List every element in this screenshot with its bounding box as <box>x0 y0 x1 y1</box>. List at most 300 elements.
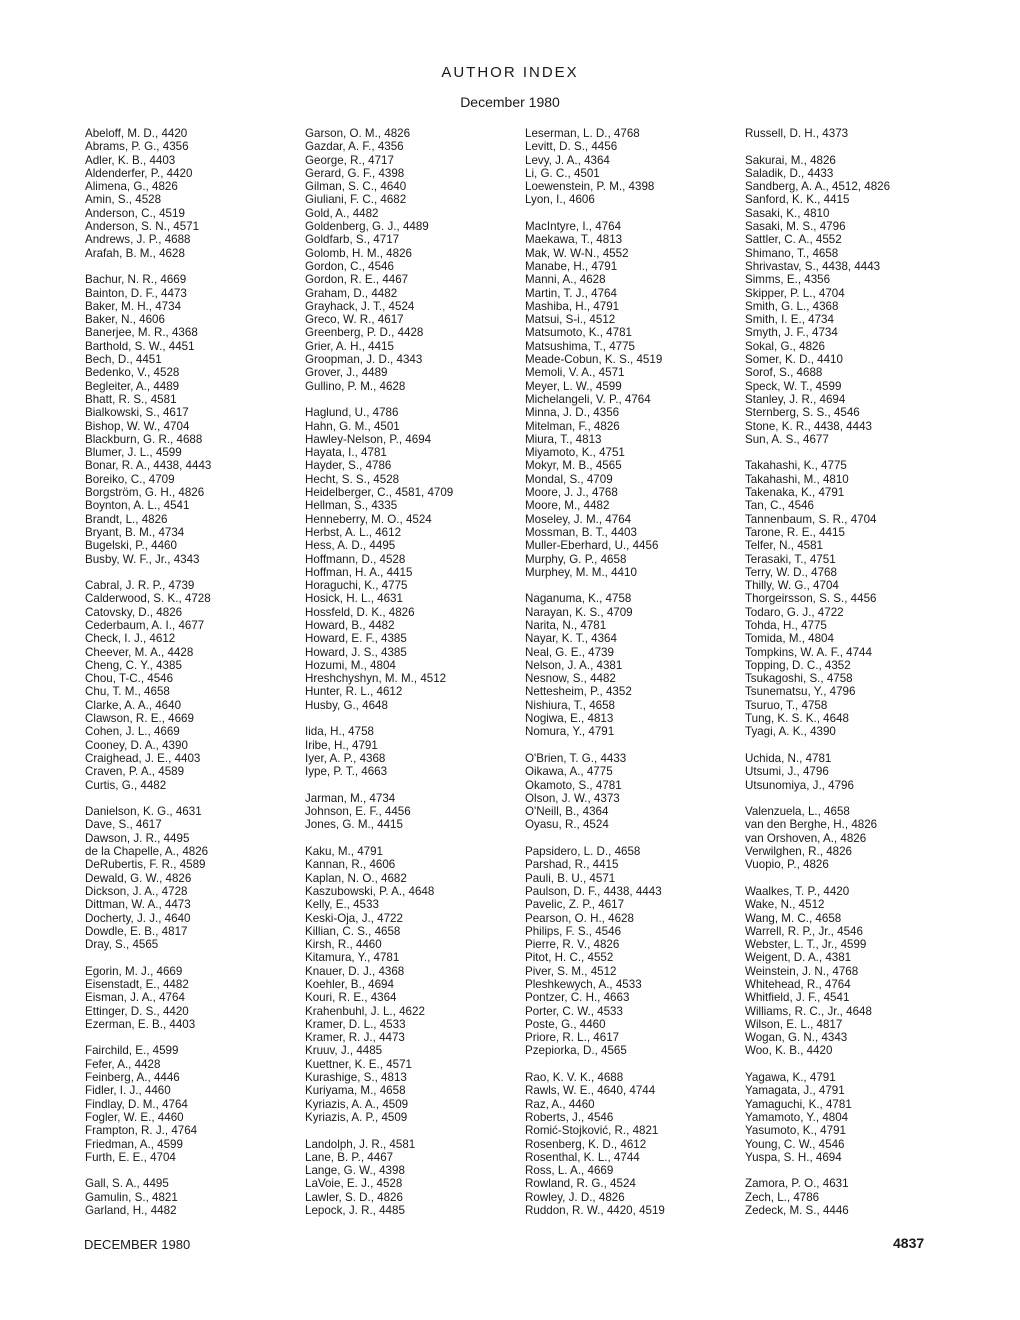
index-entry: Yagawa, K., 4791 <box>745 1071 836 1085</box>
index-entry: Lawler, S. D., 4826 <box>305 1190 403 1204</box>
index-entry: Graham, D., 4482 <box>305 286 398 300</box>
index-entry: Banerjee, M. R., 4368 <box>85 326 198 340</box>
index-entry: Vuopio, P., 4826 <box>745 858 829 872</box>
index-entry: Alimena, G., 4826 <box>85 180 178 194</box>
index-entry: Yamagata, J., 4791 <box>745 1084 845 1098</box>
index-entry: Saladik, D., 4433 <box>745 166 834 180</box>
index-entry: Kelly, E., 4533 <box>305 898 379 912</box>
index-entry: Terry, W. D., 4768 <box>745 565 837 579</box>
index-entry: Kyriazis, A. A., 4509 <box>305 1097 409 1111</box>
index-entry: Minna, J. D., 4356 <box>525 406 620 420</box>
index-entry: Maekawa, T., 4813 <box>525 233 623 247</box>
index-entry: Thilly, W. G., 4704 <box>745 579 839 593</box>
page-title: AUTHOR INDEX <box>441 64 579 81</box>
index-entry: Hreshchyshyn, M. M., 4512 <box>305 672 447 686</box>
index-entry: Friedman, A., 4599 <box>85 1137 183 1151</box>
index-entry: Papsidero, L. D., 4658 <box>525 845 641 859</box>
index-entry: Yamaguchi, K., 4781 <box>745 1097 852 1111</box>
index-entry: Olson, J. W., 4373 <box>525 791 620 805</box>
index-entry: Catovsky, D., 4826 <box>85 605 183 619</box>
letter-group-gap <box>305 832 537 845</box>
letter-group-gap <box>85 260 317 273</box>
index-entry: Matsushima, T., 4775 <box>525 339 635 353</box>
index-entry: Bishop, W. W., 4704 <box>85 419 190 433</box>
letter-group-gap <box>85 1031 317 1044</box>
index-entry: Danielson, K. G., 4631 <box>85 805 202 819</box>
index-entry: Raz, A., 4460 <box>525 1097 595 1111</box>
index-entry: Kaku, M., 4791 <box>305 845 383 859</box>
index-entry: Pearson, O. H., 4628 <box>525 911 634 925</box>
index-entry: DeRubertis, F. R., 4589 <box>85 858 206 872</box>
index-entry: Pierre, R. V., 4826 <box>525 938 620 952</box>
index-entry: Amin, S., 4528 <box>85 193 162 207</box>
index-entry: Mondal, S., 4709 <box>525 472 613 486</box>
letter-group-gap <box>85 792 317 805</box>
index-entry: Blackburn, G. R., 4688 <box>85 432 203 446</box>
index-entry: Moseley, J. M., 4764 <box>525 512 632 526</box>
index-entry: Hunter, R. L., 4612 <box>305 685 403 699</box>
index-entry: Knauer, D. J., 4368 <box>305 964 405 978</box>
index-entry: Naganuma, K., 4758 <box>525 592 632 606</box>
index-entry: O'Brien, T. G., 4433 <box>525 751 627 765</box>
index-entry: Furth, E. E., 4704 <box>85 1150 176 1164</box>
index-entry: Hosick, H. L., 4631 <box>305 592 403 606</box>
index-entry: Yuspa, S. H., 4694 <box>745 1150 842 1164</box>
index-entry: Cooney, D. A., 4390 <box>85 738 188 752</box>
index-entry: Anderson, C., 4519 <box>85 206 185 220</box>
index-entry: Gilman, S. C., 4640 <box>305 180 407 194</box>
index-entry: Grayhack, J. T., 4524 <box>305 299 415 313</box>
letter-group-gap <box>525 739 757 752</box>
index-entry: Ettinger, D. S., 4420 <box>85 1004 189 1018</box>
index-entry: Tohda, H., 4775 <box>745 618 827 632</box>
index-entry: Tyagi, A. K., 4390 <box>745 725 836 739</box>
index-entry: Waalkes, T. P., 4420 <box>745 884 850 898</box>
index-entry: Takahashi, K., 4775 <box>745 459 847 473</box>
index-entry: Hecht, S. S., 4528 <box>305 472 400 486</box>
letter-group-gap <box>745 1058 977 1071</box>
index-entry: Pontzer, C. H., 4663 <box>525 991 630 1005</box>
index-entry: Miura, T., 4813 <box>525 432 602 446</box>
index-entry: Hoffmann, D., 4528 <box>305 552 406 566</box>
index-entry: Sorof, S., 4688 <box>745 366 823 380</box>
index-entry: Grier, A. H., 4415 <box>305 339 394 353</box>
index-entry: Stanley, J. R., 4694 <box>745 392 846 406</box>
index-entry: Haglund, U., 4786 <box>305 406 399 420</box>
index-entry: Sattler, C. A., 4552 <box>745 233 842 247</box>
index-entry: Moore, M., 4482 <box>525 499 610 513</box>
index-entry: Skipper, P. L., 4704 <box>745 286 845 300</box>
index-entry: Warrell, R. P., Jr., 4546 <box>745 924 863 938</box>
index-entry: Borgström, G. H., 4826 <box>85 486 205 500</box>
index-entry: Neal, G. E., 4739 <box>525 645 614 659</box>
index-entry: Romić-Stojković, R., 4821 <box>525 1124 659 1138</box>
index-entry: Koehler, B., 4694 <box>305 978 394 991</box>
index-entry: Kouri, R. E., 4364 <box>305 991 397 1005</box>
index-entry: Kitamura, Y., 4781 <box>305 951 400 965</box>
index-column-1 <box>85 127 317 1217</box>
index-entry: Russell, D. H., 4373 <box>745 127 849 140</box>
index-entry: Garland, H., 4482 <box>85 1204 177 1218</box>
index-entry: Dave, S., 4617 <box>85 818 162 832</box>
index-entry: Nettesheim, P., 4352 <box>525 685 632 699</box>
index-entry: Mitelman, F., 4826 <box>525 419 620 433</box>
index-entry: Baker, M. H., 4734 <box>85 299 182 313</box>
letter-group-gap <box>745 446 977 459</box>
index-entry: Verwilghen, R., 4826 <box>745 845 852 859</box>
index-entry: Rosenthal, K. L., 4744 <box>525 1150 640 1164</box>
index-entry: Howard, B., 4482 <box>305 618 395 632</box>
letter-group-gap <box>85 566 317 579</box>
index-entry: Young, C. W., 4546 <box>745 1137 845 1151</box>
index-entry: George, R., 4717 <box>305 153 394 167</box>
index-entry: Tomida, M., 4804 <box>745 632 834 646</box>
index-entry: Whitehead, R., 4764 <box>745 978 851 991</box>
index-entry: Wilson, E. L., 4817 <box>745 1017 843 1031</box>
index-entry: Whitfield, J. F., 4541 <box>745 991 850 1005</box>
index-entry: Busby, W. F., Jr., 4343 <box>85 552 200 566</box>
page-subtitle: December 1980 <box>460 94 560 110</box>
index-entry: Sandberg, A. A., 4512, 4826 <box>745 180 891 194</box>
index-entry: Garson, O. M., 4826 <box>305 127 411 140</box>
index-entry: Eisenstadt, E., 4482 <box>85 978 189 991</box>
index-entry: Nishiura, T., 4658 <box>525 698 616 712</box>
index-entry: Iype, P. T., 4663 <box>305 765 388 779</box>
index-entry: Hossfeld, D. K., 4826 <box>305 605 415 619</box>
index-entry: Matsumoto, K., 4781 <box>525 326 632 340</box>
index-entry: Webster, L. T., Jr., 4599 <box>745 938 867 952</box>
index-entry: Zedeck, M. S., 4446 <box>745 1204 849 1218</box>
index-entry: Abeloff, M. D., 4420 <box>85 127 188 140</box>
index-column-3 <box>525 127 757 1217</box>
index-entry: Telfer, N., 4581 <box>745 539 823 553</box>
index-entry: Takahashi, M., 4810 <box>745 472 849 486</box>
index-entry: Sasaki, M. S., 4796 <box>745 220 846 234</box>
index-entry: Curtis, G., 4482 <box>85 778 167 792</box>
index-entry: Shrivastav, S., 4438, 4443 <box>745 259 881 273</box>
index-entry: Kyriazis, A. P., 4509 <box>305 1110 408 1124</box>
index-entry: Chou, T-C., 4546 <box>85 672 174 686</box>
index-entry: Woo, K. B., 4420 <box>745 1044 833 1058</box>
letter-group-gap <box>305 1124 537 1137</box>
index-entry: Smith, I. E., 4734 <box>745 313 834 327</box>
letter-group-gap <box>525 207 757 220</box>
index-entry: Herbst, A. L., 4612 <box>305 525 402 539</box>
index-entry: Ruddon, R. W., 4420, 4519 <box>525 1204 665 1218</box>
index-entry: Meyer, L. W., 4599 <box>525 379 622 393</box>
index-entry: Nesnow, S., 4482 <box>525 672 616 686</box>
index-entry: Blumer, J. L., 4599 <box>85 446 182 460</box>
letter-group-gap <box>745 739 977 752</box>
index-entry: Cheever, M. A., 4428 <box>85 645 194 659</box>
index-entry: Bainton, D. F., 4473 <box>85 286 187 300</box>
index-entry: Howard, J. S., 4385 <box>305 645 407 659</box>
index-entry: Stone, K. R., 4438, 4443 <box>745 419 872 433</box>
index-column-2 <box>305 127 537 1217</box>
index-entry: Levitt, D. S., 4456 <box>525 140 618 154</box>
index-entry: Clarke, A. A., 4640 <box>85 698 182 712</box>
index-entry: Narita, N., 4781 <box>525 618 607 632</box>
index-entry: Bedenko, V., 4528 <box>85 366 180 380</box>
index-entry: Begleiter, A., 4489 <box>85 379 180 393</box>
index-entry: Moore, J. J., 4768 <box>525 486 618 500</box>
index-entry: Manni, A., 4628 <box>525 273 606 287</box>
index-entry: Fefer, A., 4428 <box>85 1057 161 1071</box>
letter-group-gap <box>745 1164 977 1177</box>
index-entry: Dawson, J. R., 4495 <box>85 831 190 845</box>
index-entry: Ezerman, E. B., 4403 <box>85 1017 196 1031</box>
index-entry: Tung, K. S. K., 4648 <box>745 712 849 726</box>
index-entry: Nelson, J. A., 4381 <box>525 658 623 672</box>
index-entry: Somer, K. D., 4410 <box>745 353 843 367</box>
index-entry: Clawson, R. E., 4669 <box>85 712 194 726</box>
index-entry: Golomb, H. M., 4826 <box>305 246 412 260</box>
index-entry: Tsukagoshi, S., 4758 <box>745 672 853 686</box>
index-entry: Mossman, B. T., 4403 <box>525 525 637 539</box>
index-entry: Priore, R. L., 4617 <box>525 1031 620 1045</box>
index-entry: Martin, T. J., 4764 <box>525 286 617 300</box>
index-entry: Howard, E. F., 4385 <box>305 632 407 646</box>
index-entry: Hellman, S., 4335 <box>305 499 398 513</box>
index-entry: Kuettner, K. E., 4571 <box>305 1057 412 1071</box>
index-entry: Nomura, Y., 4791 <box>525 725 615 739</box>
index-entry: Kruuv, J., 4485 <box>305 1044 383 1058</box>
index-entry: Simms, E., 4356 <box>745 273 831 287</box>
index-entry: Heidelberger, C., 4581, 4709 <box>305 486 454 500</box>
index-entry: Iyer, A. P., 4368 <box>305 751 386 765</box>
index-entry: Dewald, G. W., 4826 <box>85 871 192 885</box>
index-entry: Tarone, R. E., 4415 <box>745 525 845 539</box>
letter-group-gap <box>85 951 317 964</box>
index-entry: Smyth, J. F., 4734 <box>745 326 838 340</box>
index-entry: Landolph, J. R., 4581 <box>305 1137 416 1151</box>
index-entry: Fidler, I. J., 4460 <box>85 1084 171 1098</box>
letter-group-gap <box>305 779 537 792</box>
index-entry: de la Chapelle, A., 4826 <box>85 845 209 859</box>
index-entry: Muller-Eberhard, U., 4456 <box>525 539 659 553</box>
index-entry: Andrews, J. P., 4688 <box>85 233 191 247</box>
index-entry: Matsui, S-i., 4512 <box>525 313 616 327</box>
index-entry: Kirsh, R., 4460 <box>305 938 382 952</box>
index-entry: Pavelic, Z. P., 4617 <box>525 898 625 912</box>
index-entry: Barthold, S. W., 4451 <box>85 339 195 353</box>
index-entry: Jarman, M., 4734 <box>305 791 396 805</box>
index-entry: Dittman, W. A., 4473 <box>85 898 191 912</box>
index-entry: Rowley, J. D., 4826 <box>525 1190 625 1204</box>
index-entry: Bugelski, P., 4460 <box>85 539 177 553</box>
index-entry: Sasaki, K., 4810 <box>745 206 830 220</box>
index-entry: Kaszubowski, P. A., 4648 <box>305 884 435 898</box>
index-entry: Gordon, C., 4546 <box>305 259 394 273</box>
letter-group-gap <box>745 872 977 885</box>
index-entry: Grover, J., 4489 <box>305 366 388 380</box>
index-entry: Miyamoto, K., 4751 <box>525 446 625 460</box>
index-entry: Li, G. C., 4501 <box>525 166 600 180</box>
index-entry: Rosenberg, K. D., 4612 <box>525 1137 647 1151</box>
index-entry: Ross, L. A., 4669 <box>525 1164 614 1178</box>
index-entry: Utsunomiya, J., 4796 <box>745 778 854 792</box>
index-entry: Docherty, J. J., 4640 <box>85 911 191 925</box>
index-entry: Hayder, S., 4786 <box>305 459 392 473</box>
index-entry: Valenzuela, L., 4658 <box>745 805 850 819</box>
index-entry: Arafah, B. M., 4628 <box>85 246 185 260</box>
index-entry: Thorgeirsson, S. S., 4456 <box>745 592 877 606</box>
index-entry: Lange, G. W., 4398 <box>305 1164 405 1178</box>
index-entry: Sokal, G., 4826 <box>745 339 825 353</box>
index-entry: Weigent, D. A., 4381 <box>745 951 852 965</box>
index-entry: Greenberg, P. D., 4428 <box>305 326 424 340</box>
index-entry: Hoffman, H. A., 4415 <box>305 565 413 579</box>
index-entry: Lane, B. P., 4467 <box>305 1150 394 1164</box>
index-entry: Lepock, J. R., 4485 <box>305 1204 405 1218</box>
index-entry: van Orshoven, A., 4826 <box>745 831 867 845</box>
index-entry: Bech, D., 4451 <box>85 353 162 367</box>
index-entry: Poste, G., 4460 <box>525 1017 606 1031</box>
index-entry: Gullino, P. M., 4628 <box>305 379 406 393</box>
index-entry: Loewenstein, P. M., 4398 <box>525 180 655 194</box>
index-entry: Sakurai, M., 4826 <box>745 153 836 167</box>
index-entry: Baker, N., 4606 <box>85 313 165 327</box>
index-entry: Gold, A., 4482 <box>305 206 379 220</box>
index-entry: Uchida, N., 4781 <box>745 751 832 765</box>
index-entry: Johnson, E. F., 4456 <box>305 805 411 819</box>
index-entry: Fairchild, E., 4599 <box>85 1044 179 1058</box>
index-entry: Piver, S. M., 4512 <box>525 964 617 978</box>
index-entry: Dickson, J. A., 4728 <box>85 884 188 898</box>
index-entry: Okamoto, S., 4781 <box>525 778 622 792</box>
index-entry: Rowland, R. G., 4524 <box>525 1177 636 1191</box>
index-entry: Todaro, G. J., 4722 <box>745 605 844 619</box>
index-entry: Groopman, J. D., 4343 <box>305 353 423 367</box>
index-entry: Murphey, M. M., 4410 <box>525 565 637 579</box>
index-entry: Aldenderfer, P., 4420 <box>85 166 193 180</box>
index-entry: Nayar, K. T., 4364 <box>525 632 617 646</box>
index-entry: Cheng, C. Y., 4385 <box>85 658 182 672</box>
index-entry: Gazdar, A. F., 4356 <box>305 140 404 154</box>
index-entry: Philips, F. S., 4546 <box>525 924 622 938</box>
index-entry: Tompkins, W. A. F., 4744 <box>745 645 872 659</box>
index-entry: Gall, S. A., 4495 <box>85 1177 169 1191</box>
index-entry: Iribe, H., 4791 <box>305 738 378 752</box>
index-entry: Goldfarb, S., 4717 <box>305 233 400 247</box>
index-entry: Bialkowski, S., 4617 <box>85 406 189 420</box>
index-entry: Bhatt, R. S., 4581 <box>85 392 177 406</box>
index-column-4 <box>745 127 977 1217</box>
index-entry: Krahenbuhl, J. L., 4622 <box>305 1004 425 1018</box>
index-entry: Craighead, J. E., 4403 <box>85 751 201 765</box>
index-entry: Eisman, J. A., 4764 <box>85 991 185 1005</box>
index-entry: Sun, A. S., 4677 <box>745 432 829 446</box>
index-entry: Oikawa, A., 4775 <box>525 765 613 779</box>
index-entry: Memoli, V. A., 4571 <box>525 366 625 380</box>
footer-page-number: 4837 <box>893 1235 925 1251</box>
index-entry: Narayan, K. S., 4709 <box>525 605 633 619</box>
letter-group-gap <box>85 1164 317 1177</box>
index-entry: Mokyr, M. B., 4565 <box>525 459 622 473</box>
index-entry: Dowdle, E. B., 4817 <box>85 924 188 938</box>
letter-group-gap <box>525 579 757 592</box>
index-entry: Husby, G., 4648 <box>305 698 388 712</box>
index-entry: Levy, J. A., 4364 <box>525 153 610 167</box>
index-entry: Check, I. J., 4612 <box>85 632 176 646</box>
index-entry: Yasumoto, K., 4791 <box>745 1124 846 1138</box>
index-entry: Meade-Cobun, K. S., 4519 <box>525 353 663 367</box>
index-entry: Lyon, I., 4606 <box>525 193 595 207</box>
index-entry: Leserman, L. D., 4768 <box>525 127 640 140</box>
index-entry: MacIntyre, I., 4764 <box>525 220 622 234</box>
index-entry: Pleshkewych, A., 4533 <box>525 978 642 991</box>
letter-group-gap <box>305 393 537 406</box>
index-entry: Sternberg, S. S., 4546 <box>745 406 860 420</box>
index-entry: Rao, K. V. K., 4688 <box>525 1071 624 1085</box>
index-entry: Michelangeli, V. P., 4764 <box>525 392 651 406</box>
index-entry: Greco, W. R., 4617 <box>305 313 404 327</box>
index-entry: Kuriyama, M., 4658 <box>305 1084 406 1098</box>
index-entry: LaVoie, E. J., 4528 <box>305 1177 403 1191</box>
index-entry: Topping, D. C., 4352 <box>745 658 851 672</box>
index-entry: Killian, C. S., 4658 <box>305 924 401 938</box>
index-entry: Chu, T. M., 4658 <box>85 685 170 699</box>
index-entry: Findlay, D. M., 4764 <box>85 1097 188 1111</box>
index-entry: Zech, L., 4786 <box>745 1190 820 1204</box>
index-entry: Egorin, M. J., 4669 <box>85 964 183 978</box>
index-entry: Yamamoto, Y., 4804 <box>745 1110 849 1124</box>
index-entry: Nogiwa, E., 4813 <box>525 712 614 726</box>
index-entry: Williams, R. C., Jr., 4648 <box>745 1004 872 1018</box>
index-entry: Pitot, H. C., 4552 <box>525 951 614 965</box>
index-entry: Frampton, R. J., 4764 <box>85 1124 198 1138</box>
index-entry: O'Neill, B., 4364 <box>525 805 609 819</box>
index-entry: Cabral, J. R. P., 4739 <box>85 579 195 593</box>
index-entry: Dray, S., 4565 <box>85 938 159 952</box>
index-entry: Anderson, S. N., 4571 <box>85 220 200 234</box>
index-entry: Craven, P. A., 4589 <box>85 765 185 779</box>
index-entry: Jones, G. M., 4415 <box>305 818 403 832</box>
index-entry: Takenaka, K., 4791 <box>745 486 845 500</box>
index-entry: Bonar, R. A., 4438, 4443 <box>85 459 212 473</box>
index-entry: Hawley-Nelson, P., 4694 <box>305 432 432 446</box>
index-entry: Mak, W. W-N., 4552 <box>525 246 629 260</box>
index-entry: Mashiba, H., 4791 <box>525 299 620 313</box>
index-entry: Hayata, I., 4781 <box>305 446 387 460</box>
index-entry: Sanford, K. K., 4415 <box>745 193 850 207</box>
index-entry: Smith, G. L., 4368 <box>745 299 839 313</box>
index-entry: Tannenbaum, S. R., 4704 <box>745 512 877 526</box>
index-entry: Boynton, A. L., 4541 <box>85 499 190 513</box>
index-entry: Abrams, P. G., 4356 <box>85 140 189 154</box>
index-entry: Rawls, W. E., 4640, 4744 <box>525 1084 656 1098</box>
letter-group-gap <box>745 140 977 153</box>
index-entry: Parshad, R., 4415 <box>525 858 619 872</box>
index-entry: Henneberry, M. O., 4524 <box>305 512 432 526</box>
index-entry: Cohen, J. L., 4669 <box>85 725 180 739</box>
index-entry: Hozumi, M., 4804 <box>305 658 396 672</box>
index-entry: Calderwood, S. K., 4728 <box>85 592 211 606</box>
index-entry: Kaplan, N. O., 4682 <box>305 871 407 885</box>
index-entry: Tan, C., 4546 <box>745 499 814 513</box>
index-entry: Tsuruo, T., 4758 <box>745 698 828 712</box>
index-entry: Kramer, D. L., 4533 <box>305 1017 406 1031</box>
index-entry: Manabe, H., 4791 <box>525 259 618 273</box>
index-entry: Murphy, G. P., 4658 <box>525 552 627 566</box>
index-entry: Fogler, W. E., 4460 <box>85 1110 184 1124</box>
index-entry: Hahn, G. M., 4501 <box>305 419 400 433</box>
index-entry: Boreiko, C., 4709 <box>85 472 175 486</box>
index-entry: Cederbaum, A. I., 4677 <box>85 618 205 632</box>
index-entry: Gordon, R. E., 4467 <box>305 273 409 287</box>
index-entry: Shimano, T., 4658 <box>745 246 839 260</box>
index-entry: Horaguchi, K., 4775 <box>305 579 408 593</box>
